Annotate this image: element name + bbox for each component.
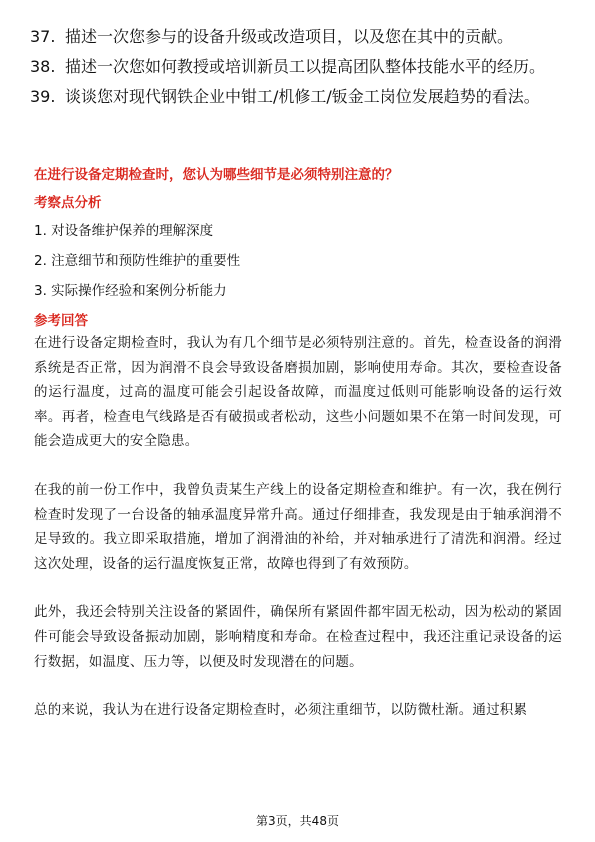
question-item [30, 26, 570, 48]
question-text: 谈谈您对现代钢铁企业中钳工/机修工/钣金工岗位发展趋势的看法。 [65, 87, 540, 106]
analysis-point: 1. 对设备维护保养的理解深度 [34, 223, 214, 239]
analysis-heading: 考察点分析 [34, 195, 102, 211]
question-number: 37. [30, 27, 56, 46]
answer-heading: 参考回答 [34, 313, 88, 329]
question-item [30, 86, 570, 108]
question-item [30, 56, 570, 78]
answer-section [34, 165, 562, 723]
page-footer: 第3页，共48页 [256, 814, 339, 828]
answer-paragraph: 此外，我还会特别关注设备的紧固件，确保所有紧固件都牢固无松动，因为松动的紧固件可能会导致设备振动加剧，影响精度和寿命。在检查过程中，我还注重记录设备的运行数据，如温度、压力等，以便及时发现潜在的问题。 [34, 604, 562, 670]
section-question-title: 在进行设备定期检查时，您认为哪些细节是必须特别注意的？ [34, 167, 399, 183]
question-number: 39. [30, 87, 56, 106]
answer-paragraph: 在进行设备定期检查时，我认为有几个细节是必须特别注意的。首先，检查设备的润滑系统是否正常，因为润滑不良会导致设备磨损加剧，影响使用寿命。其次，要检查设备的运行温度，过高的温度可能会引起设备故障，而温度过低则可能影响设备的运行效率。再者，检查电气线路是否有破损或者松动，这些小问题如果不在第一时间发现，可能会造成更大的安全隐患。 [34, 335, 562, 450]
answer-paragraph: 总的来说，我认为在进行设备定期检查时，必须注重细节，以防微杜渐。通过积累 [34, 702, 528, 719]
analysis-point: 3. 实际操作经验和案例分析能力 [34, 283, 227, 299]
question-text: 描述一次您如何教授或培训新员工以提高团队整体技能水平的经历。 [65, 57, 546, 76]
analysis-point: 2. 注意细节和预防性维护的重要性 [34, 253, 241, 269]
analysis-list [34, 221, 562, 301]
question-number: 38. [30, 57, 56, 76]
answer-paragraph: 在我的前一份工作中，我曾负责某生产线上的设备定期检查和维护。有一次，我在例行检查时发现了一台设备的轴承温度异常升高。通过仔细排查，我发现是由于轴承润滑不足导致的。我立即采取措施，增加了润滑油的补给，并对轴承进行了清洗和润滑。经过这次处理，设备的运行温度恢复正常，故障也得到了有效预防。 [34, 481, 562, 572]
question-list [30, 26, 570, 116]
question-text: 描述一次您参与的设备升级或改造项目，以及您在其中的贡献。 [65, 27, 514, 46]
